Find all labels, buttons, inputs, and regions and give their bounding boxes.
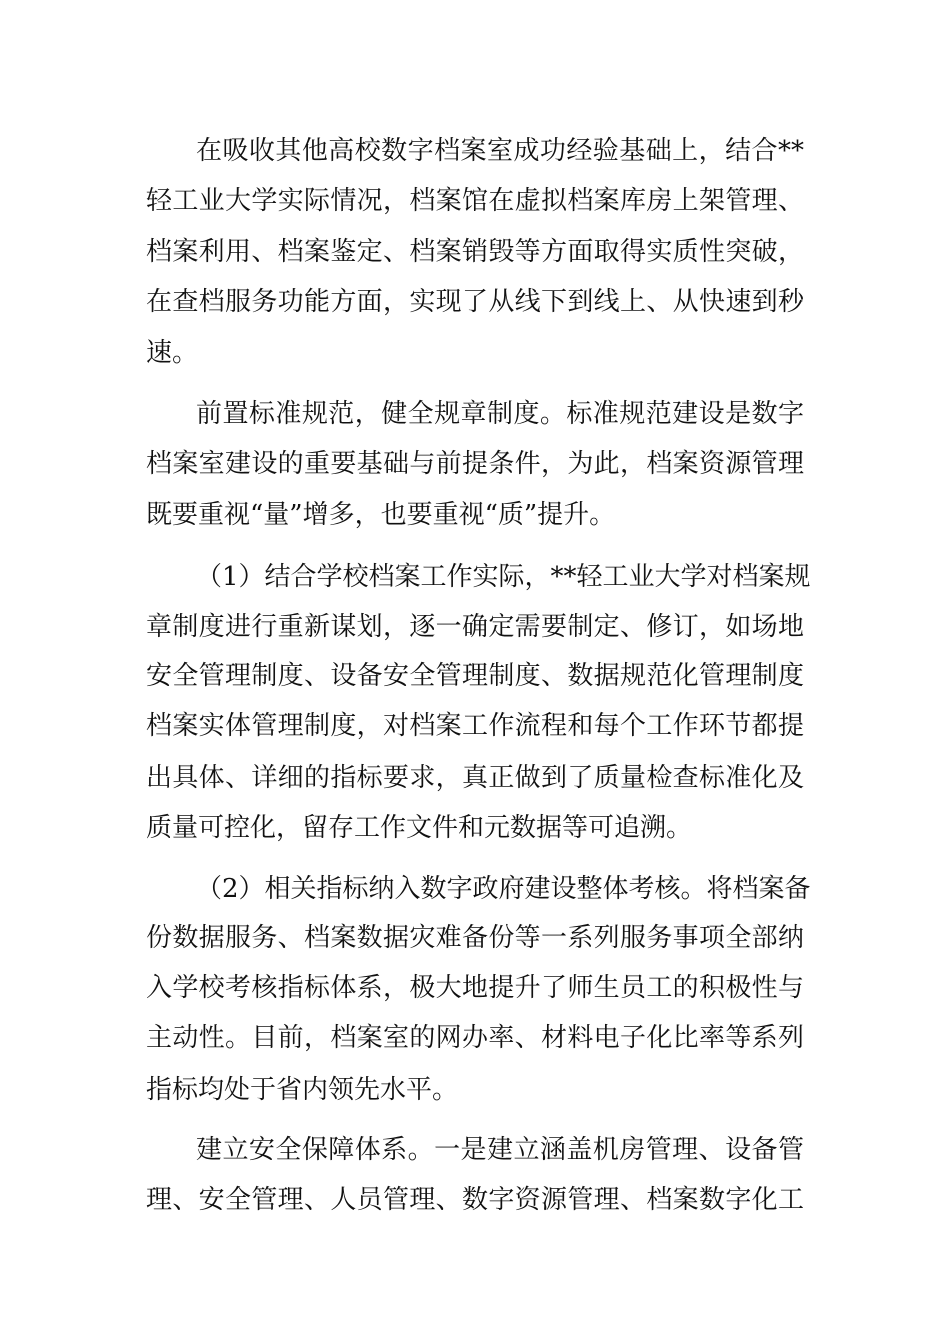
paragraph-line: 轻工业大学实际情况，档案馆在虚拟档案库房上架管理、	[146, 186, 804, 216]
paragraph-line: 档案利用、档案鉴定、档案销毁等方面取得实质性突破，	[146, 237, 804, 267]
paragraph-line: 主动性。目前，档案室的网办率、材料电子化比率等系列	[146, 1023, 804, 1053]
paragraph-line: 在查档服务功能方面，实现了从线下到线上、从快速到秒	[146, 287, 804, 317]
paragraph-line: 档案实体管理制度，对档案工作流程和每个工作环节都提	[146, 711, 804, 741]
paragraph-line: （1）结合学校档案工作实际，**轻工业大学对档案规	[196, 562, 811, 592]
paragraph-line: 份数据服务、档案数据灾难备份等一系列服务事项全部纳	[146, 923, 804, 953]
paragraph-line: 安全管理制度、设备安全管理制度、数据规范化管理制度	[146, 661, 804, 691]
paragraph-line: 既要重视“量”增多，也要重视“质”提升。	[146, 500, 616, 530]
paragraph-line: 质量可控化，留存工作文件和元数据等可追溯。	[146, 813, 693, 843]
paragraph-line: 出具体、详细的指标要求，真正做到了质量检查标准化及	[146, 763, 804, 793]
paragraph-line: 在吸收其他高校数字档案室成功经验基础上，结合**	[196, 136, 804, 166]
paragraph-line: 指标均处于省内领先水平。	[146, 1075, 459, 1105]
paragraph-line: 入学校考核指标体系，极大地提升了师生员工的积极性与	[146, 973, 804, 1003]
paragraph-line: 章制度进行重新谋划，逐一确定需要制定、修订，如场地	[146, 612, 804, 642]
paragraph-line: 速。	[146, 338, 199, 368]
paragraph-line: 前置标准规范，健全规章制度。标准规范建设是数字	[196, 399, 804, 429]
paragraph-line: 档案室建设的重要基础与前提条件，为此，档案资源管理	[146, 449, 804, 479]
paragraph-line: （2）相关指标纳入数字政府建设整体考核。将档案备	[196, 874, 811, 904]
paragraph-line: 理、安全管理、人员管理、数字资源管理、档案数字化工	[146, 1185, 804, 1215]
paragraph-line: 建立安全保障体系。一是建立涵盖机房管理、设备管	[196, 1135, 804, 1165]
